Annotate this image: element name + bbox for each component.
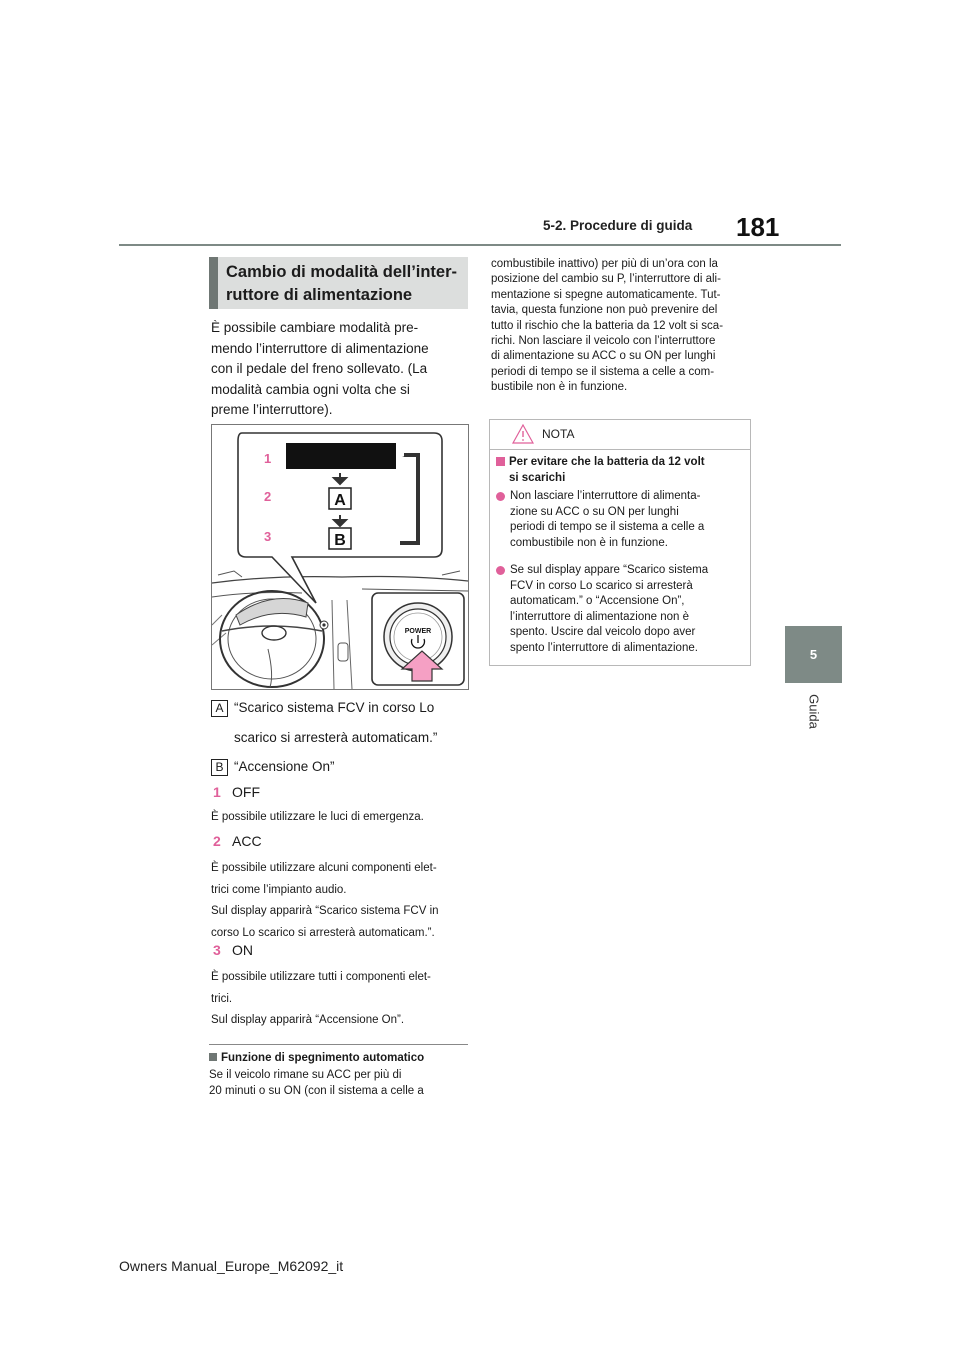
nota-item-line: automaticam.” o “Accensione On”, bbox=[510, 595, 685, 607]
heading-bar bbox=[209, 257, 218, 309]
auto-off-text bbox=[209, 1068, 471, 1099]
step-2 bbox=[213, 833, 262, 849]
nota-title-line-2: si scarichi bbox=[509, 472, 566, 484]
power-button-text: POWER bbox=[404, 628, 432, 635]
nota-item-line: spento l’interruttore di alimentazione. bbox=[510, 641, 698, 654]
figure-label-3: 3 bbox=[264, 529, 272, 544]
step-1-number: 1 bbox=[213, 784, 221, 800]
continuation-line: tutto il rischio che la batteria da 12 volt si sca- bbox=[491, 319, 724, 332]
power-switch-illustration bbox=[211, 424, 469, 690]
nota-item-line: Non lasciare l’interruttore di alimenta- bbox=[510, 490, 701, 502]
continuation-line: posizione del cambio su P, l’interruttore di ali- bbox=[491, 273, 721, 286]
warning-icon bbox=[512, 424, 534, 444]
step-3-note: Sul display apparirà “Accensione On”. bbox=[211, 1014, 405, 1026]
continuation-line: tavia, questa funzione non può prevenire del bbox=[491, 304, 718, 317]
caption-b-text: “Accensione On” bbox=[234, 759, 335, 774]
intro-line: modalità cambia ogni volta che si bbox=[211, 381, 410, 397]
chapter-tab: 5 bbox=[785, 626, 842, 683]
step-2-note: trici come l’impianto audio. bbox=[211, 883, 347, 896]
chapter-label bbox=[785, 690, 842, 740]
nota-item-line: FCV in corso Lo scarico si arresterà bbox=[510, 579, 693, 592]
auto-off-title bbox=[209, 1050, 471, 1067]
page-number: 181 bbox=[736, 212, 780, 242]
continuation-line: di alimentazione su ACC o su ON per lunghi bbox=[491, 350, 716, 363]
nota-item-line: spento. Uscire dal veicolo dopo aver bbox=[510, 626, 696, 638]
step-2-label: ACC bbox=[232, 833, 262, 849]
nota-item bbox=[496, 489, 746, 551]
intro-line: È possibile cambiare modalità pre- bbox=[211, 320, 419, 335]
heading-line-1: Cambio di modalità dell’inter- bbox=[226, 263, 458, 281]
continuation-line: periodi di tempo se il sistema a celle a com- bbox=[491, 365, 715, 378]
nota-item bbox=[496, 563, 746, 656]
step-3-note: trici. bbox=[211, 992, 233, 1005]
step-3-number: 3 bbox=[213, 942, 221, 958]
nota-box bbox=[489, 419, 751, 666]
chapter-label-text: Guida bbox=[806, 694, 821, 729]
square-bullet-icon bbox=[209, 1053, 217, 1061]
section-header: 5-2. Procedure di guida bbox=[543, 218, 693, 233]
nota-item-line: combustibile non è in funzione. bbox=[510, 536, 668, 549]
section-heading bbox=[209, 257, 468, 309]
caption-b bbox=[211, 757, 468, 778]
step-3-notes bbox=[211, 967, 469, 1032]
footer-text: Owners Manual_Europe_M62092_it bbox=[119, 1258, 344, 1274]
step-1 bbox=[213, 784, 260, 800]
figure-label-1: 1 bbox=[264, 451, 272, 466]
intro-paragraph bbox=[211, 318, 468, 421]
step-1-label: OFF bbox=[232, 784, 260, 800]
step-2-note: Sul display apparirà “Scarico sistema FCV in bbox=[211, 905, 439, 917]
intro-line: mendo l’interruttore di alimentazione bbox=[211, 340, 429, 356]
continuation-line: richi. Non lasciare il veicolo con l’interruttore bbox=[491, 335, 716, 348]
step-1-notes bbox=[211, 809, 469, 826]
figure-box-b: B bbox=[334, 532, 346, 549]
caption-a-line-2: scarico si arresterà automaticam.” bbox=[234, 729, 438, 745]
nota-title bbox=[496, 454, 744, 486]
step-1-note: È possibile utilizzare le luci di emergenza. bbox=[211, 811, 424, 823]
intro-line: con il pedale del freno sollevato. (La bbox=[211, 361, 428, 376]
nota-item-line: zione su ACC o su ON per lunghi bbox=[510, 505, 679, 518]
caption-b-marker: B bbox=[211, 759, 228, 776]
caption-a-line-1: “Scarico sistema FCV in corso Lo bbox=[234, 700, 435, 715]
nota-item-line: Se sul display appare “Scarico sistema bbox=[510, 564, 709, 576]
step-2-notes bbox=[211, 858, 469, 944]
continuation-line: bustibile non è in funzione. bbox=[491, 381, 628, 394]
nota-header-text: NOTA bbox=[542, 427, 575, 441]
nota-header bbox=[490, 420, 750, 450]
auto-off-title-text: Funzione di spegnimento automatico bbox=[221, 1052, 425, 1064]
continuation-paragraph bbox=[491, 257, 753, 396]
auto-off-line: 20 minuti o su ON (con il sistema a celle a bbox=[209, 1084, 424, 1097]
heading-text bbox=[226, 261, 464, 307]
step-3-note: È possibile utilizzare tutti i componenti elet- bbox=[211, 971, 431, 983]
nota-item-line: periodi di tempo se il sistema a celle a bbox=[510, 521, 705, 533]
step-2-note: corso Lo scarico si arresterà automaticam.”. bbox=[211, 926, 435, 939]
auto-off-line: Se il veicolo rimane su ACC per più di bbox=[209, 1069, 402, 1081]
bullet-dot-icon bbox=[496, 492, 505, 501]
step-2-number: 2 bbox=[213, 833, 221, 849]
square-bullet-icon bbox=[496, 457, 505, 466]
bullet-dot-icon bbox=[496, 566, 505, 575]
caption-a bbox=[211, 698, 468, 748]
caption-a-marker: A bbox=[211, 700, 228, 717]
step-3-label: ON bbox=[232, 942, 253, 958]
continuation-line: combustibile inattivo) per più di un’ora con la bbox=[491, 258, 718, 270]
nota-title-line-1: Per evitare che la batteria da 12 volt bbox=[509, 456, 705, 468]
figure-box-a: A bbox=[334, 492, 346, 509]
section-divider bbox=[209, 1044, 468, 1045]
nota-item-line: l’interruttore di alimentazione non è bbox=[510, 610, 689, 623]
continuation-line: mentazione si spegne automaticamente. Tut- bbox=[491, 288, 721, 301]
step-3 bbox=[213, 942, 253, 958]
figure-label-2: 2 bbox=[264, 489, 272, 504]
step-2-note: È possibile utilizzare alcuni componenti elet- bbox=[211, 862, 437, 874]
heading-line-2: ruttore di alimentazione bbox=[226, 286, 413, 304]
header-rule bbox=[119, 244, 841, 246]
intro-line: preme l’interruttore). bbox=[211, 402, 333, 417]
